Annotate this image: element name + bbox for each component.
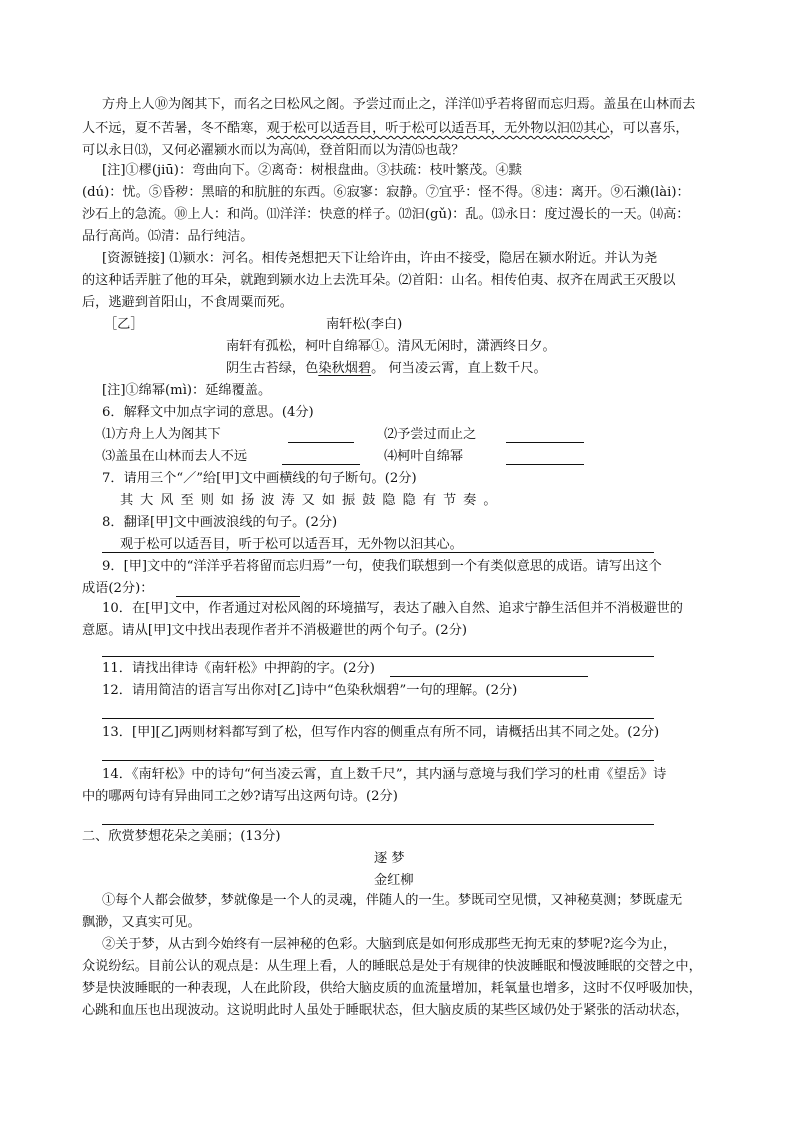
underlined-phrase: 染秋烟碧 xyxy=(318,361,372,376)
q6-answer-blank-1[interactable] xyxy=(288,428,354,443)
section-heading: 二、欣赏梦想花朵之美丽；(13分) xyxy=(82,829,281,844)
q7-sentence: 其大风至则如扬波涛又如振鼓隐隐有节奏。 xyxy=(120,493,504,508)
q6-item-2: ⑵予尝过而止之 xyxy=(384,427,477,442)
question-14: 14．《南轩松》中的诗句“何当凌云霄，直上数千尺”，其内涵与意境与我们学习的杜甫《望岳》诗 xyxy=(102,767,667,782)
q8-sentence: 观于松可以适吾目，听于松可以适吾耳，无外物以汩其心。 xyxy=(120,537,463,552)
answer-line[interactable] xyxy=(102,552,654,553)
q6-item-4: ⑷柯叶自绵幂 xyxy=(384,449,464,464)
question-11: 11．请找出律诗《南轩松》中押韵的字。(2分) xyxy=(102,661,375,676)
text-span: 。 何当凌云霄，直上数千尺。 xyxy=(371,361,547,376)
essay-paragraph-line: 飘渺，又真实可见。 xyxy=(82,915,201,930)
q6-item-3: ⑶盖虽在山林而去人不远 xyxy=(102,449,248,464)
text-span: ，可以喜乐， xyxy=(609,121,689,136)
wavy-underlined-sentence: 观于松可以适吾目，听于松可以适吾耳，无外物以汩⑿其心 xyxy=(266,121,610,136)
answer-line[interactable] xyxy=(102,656,654,657)
q6-answer-blank-3[interactable] xyxy=(282,450,360,465)
resource-link-line: 后，逃避到首阳山，不食周粟而死。 xyxy=(82,295,293,310)
essay-paragraph-line: 众说纷纭。目前公认的观点是：从生理上看，人的睡眠总是处于有规律的快波睡眠和慢波睡眠的交替之中， xyxy=(82,959,702,974)
q6-item-1: ⑴方舟上人为阁其下 xyxy=(102,427,221,442)
q6-answer-blank-2[interactable] xyxy=(506,428,584,443)
resource-link-line: [资源链接] ⑴颍水：河名。相传尧想把天下让给许由，许由不接受，隐居在颍水附近。并认为尧 xyxy=(102,251,658,266)
notes-line: 沙石上的急流。⑩上人：和尚。⑾洋洋：快意的样子。⑿汩(gǔ)：乱。⒀永日：度过漫长的一天。⒁高： xyxy=(82,207,690,222)
question-10: 10．在[甲]文中，作者通过对松风阁的环境描写，表达了融入自然、追求宁静生活但并不消极避世的 xyxy=(102,601,683,616)
question-14-cont: 中的哪两句诗有异曲同工之妙?请写出这两句诗。(2分) xyxy=(82,789,398,804)
answer-line[interactable] xyxy=(102,718,654,719)
notes-line: (dú)：忧。⑤昏秽：黑暗的和肮脏的东西。⑥寂寥：寂静。⑦宜乎：怪不得。⑧违：离开。⑨石濑(lài)： xyxy=(82,185,690,200)
essay-title: 逐 梦 xyxy=(374,851,405,866)
q6-answer-blank-4[interactable] xyxy=(506,450,584,465)
q9-answer-blank[interactable] xyxy=(176,582,300,597)
question-13: 13．[甲][乙]两则材料都写到了松，但写作内容的侧重点有所不同，请概括出其不同之处。(2分) xyxy=(102,725,660,740)
text-span: 阴生古苔绿，色 xyxy=(226,361,319,376)
passage-a-line xyxy=(82,118,714,140)
text-span: 人不远，夏不苦暑，冬不酷寒， xyxy=(82,121,267,136)
poem-line: 南轩有孤松，柯叶自绵幂①。清风无闲时，潇洒终日夕。 xyxy=(226,339,556,354)
question-10-cont: 意愿。请从[甲]文中找出表现作者并不消极避世的两个句子。(2分) xyxy=(82,623,468,638)
essay-author: 金红柳 xyxy=(374,873,414,888)
passage-b-label: ［乙］ xyxy=(104,317,144,332)
question-9-cont: 成语(2分)： xyxy=(82,581,154,596)
question-12: 12．请用简洁的语言写出你对[乙]诗中“色染秋烟碧”一句的理解。(2分) xyxy=(102,683,518,698)
answer-line[interactable] xyxy=(102,824,654,825)
question-8: 8．翻译[甲]文中画波浪线的句子。(2分) xyxy=(102,515,338,530)
resource-link-line: 的这种话弄脏了他的耳朵，就跑到颍水边上去洗耳朵。⑵首阳：山名。相传伯夷、叔齐在周武王灭殷以 xyxy=(82,273,676,288)
poem-title: 南轩松(李白) xyxy=(326,317,403,332)
poem-line xyxy=(226,358,706,380)
poem-note: [注]①绵幂(mì)：延绵覆盖。 xyxy=(102,383,272,398)
essay-paragraph-line: 心跳和血压也出现波动。这说明此时人虽处于睡眠状态，但大脑皮质的某些区域仍处于紧张的活动状态， xyxy=(82,1003,689,1018)
q11-answer-blank[interactable] xyxy=(390,662,588,677)
notes-line: 品行高尚。⒂清：品行纯洁。 xyxy=(82,229,254,244)
answer-line[interactable] xyxy=(102,760,654,761)
passage-a-line: 方舟上人⑩为阁其下，而名之曰松风之阁。予尝过而止之，洋洋⑾乎若将留而忘归焉。盖虽在山林而去 xyxy=(102,97,696,112)
question-7: 7．请用三个“／”给[甲]文中画横线的句子断句。(2分) xyxy=(102,471,417,486)
essay-paragraph-line: 梦是快波睡眠的一种表现，人在此阶段，供给大脑皮质的血流量增加，耗氧量也增多，这时不仅呼吸加快， xyxy=(82,981,702,996)
question-6: 6．解释文中加点字词的意思。(4分) xyxy=(102,405,314,420)
passage-a-line: 可以永日⒀，又何必濯颍水而以为高⒁，登首阳而以为清⒂也哉？ xyxy=(82,143,465,158)
essay-paragraph-line: ①每个人都会做梦，梦就像是一个人的灵魂，伴随人的一生。梦既司空见惯，又神秘莫测；梦既虚无 xyxy=(102,893,683,908)
question-9: 9．[甲]文中的“洋洋乎若将留而忘归焉”一句，使我们联想到一个有类似意思的成语。请写出这个 xyxy=(102,559,662,574)
notes-line: [注]①樛(jiū)：弯曲向下。②离奇：树根盘曲。③扶疏：枝叶繁茂。④黩 xyxy=(102,163,522,178)
essay-paragraph-line: ②关于梦，从古到今始终有一层神秘的色彩。大脑到底是如何形成那些无拘无束的梦呢?迄今为止， xyxy=(102,937,677,952)
